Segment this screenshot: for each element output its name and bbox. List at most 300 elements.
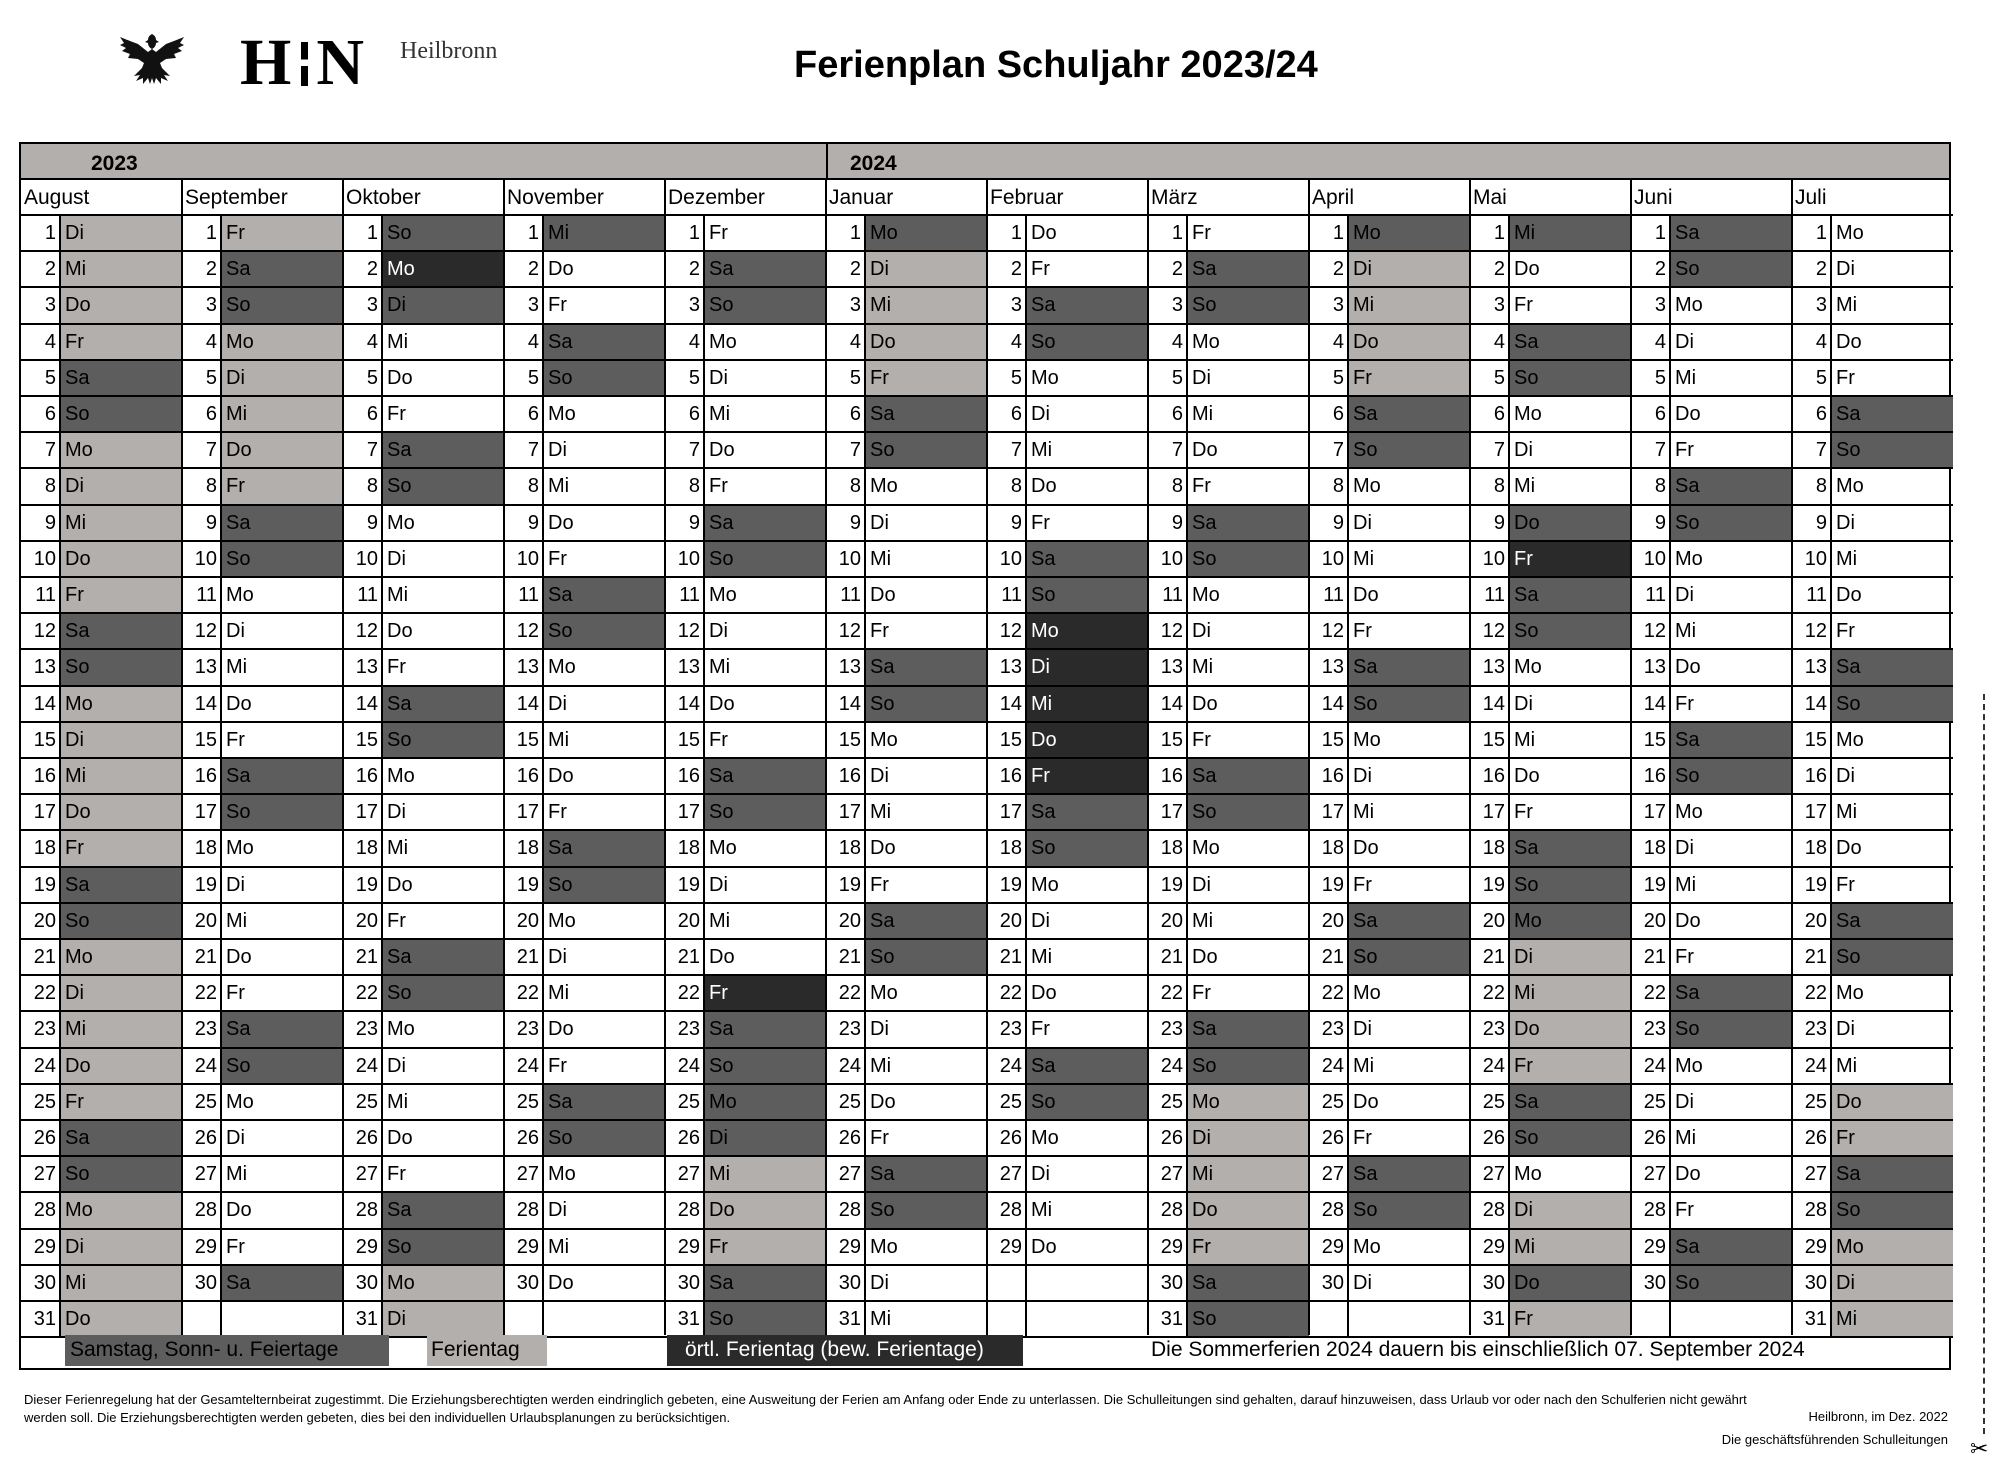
weekday-name: Mi: [709, 656, 731, 679]
weekday-name: Fr: [1353, 1127, 1372, 1149]
weekday-name: Mi: [705, 1157, 826, 1191]
weekday-name: Di: [226, 620, 245, 643]
day-number: 8: [1309, 469, 1349, 503]
day-number: [504, 1302, 544, 1336]
weekday-name: Do: [548, 765, 574, 787]
day-row: [504, 1302, 665, 1338]
day-number: 28: [182, 1193, 222, 1227]
day-number: 24: [21, 1049, 61, 1083]
weekday-name: So: [1671, 1266, 1792, 1300]
day-number: 5: [343, 361, 383, 395]
day-number: 7: [1792, 433, 1832, 467]
day-number: 31: [1792, 1302, 1832, 1336]
day-row: [987, 868, 1148, 904]
day-row: [665, 723, 826, 759]
day-row: [665, 252, 826, 288]
day-row: [1631, 650, 1792, 686]
day-number: 23: [987, 1012, 1027, 1046]
day-number: 21: [987, 940, 1027, 974]
weekday-name: Sa: [1510, 325, 1631, 359]
month-header: Juli: [1792, 180, 1953, 216]
day-number: 1: [1631, 216, 1671, 250]
weekday-name: Mi: [548, 982, 570, 1005]
day-number: 1: [665, 216, 705, 250]
day-row: [1309, 940, 1470, 976]
weekday-name: Do: [866, 325, 987, 359]
weekday-name: Mo: [387, 765, 415, 787]
weekday-name: Mi: [1031, 1199, 1053, 1222]
weekday-name: Mo: [709, 584, 737, 606]
day-number: 26: [987, 1121, 1027, 1155]
weekday-name: Di: [1832, 1266, 1953, 1300]
weekday-name: Mo: [1836, 728, 1864, 751]
day-number: 15: [1470, 723, 1510, 757]
day-row: [1148, 868, 1309, 904]
day-row: [987, 397, 1148, 433]
day-row: [987, 433, 1148, 469]
weekday-name: Mo: [866, 216, 987, 250]
day-number: 10: [1148, 542, 1188, 576]
day-number: 29: [21, 1230, 61, 1264]
day-number: 23: [504, 1012, 544, 1046]
weekday-name: Mi: [61, 506, 182, 540]
weekday-name: Di: [1836, 511, 1855, 534]
day-number: 29: [987, 1230, 1027, 1264]
weekday-name: Do: [548, 1018, 574, 1041]
weekday-name: Mi: [387, 584, 409, 606]
day-number: 23: [1792, 1012, 1832, 1046]
day-number: 13: [182, 650, 222, 684]
day-number: 8: [1631, 469, 1671, 503]
weekday-name: So: [1188, 288, 1309, 322]
weekday-name: So: [1671, 759, 1792, 793]
day-number: 30: [1631, 1266, 1671, 1300]
day-row: [1148, 831, 1309, 867]
day-number: 7: [1631, 433, 1671, 467]
weekday-name: Mi: [548, 475, 570, 498]
day-number: 11: [343, 578, 383, 612]
day-number: 19: [987, 868, 1027, 902]
year-label-2024: 2024: [850, 152, 897, 175]
day-number: 9: [665, 506, 705, 540]
day-number: 14: [1792, 687, 1832, 721]
day-row: [182, 759, 343, 795]
day-number: 27: [826, 1157, 866, 1191]
day-number: 11: [21, 578, 61, 612]
day-row: [665, 506, 826, 542]
weekday-name: Di: [383, 1302, 504, 1336]
day-row: [826, 1085, 987, 1121]
day-number: 30: [1309, 1266, 1349, 1300]
weekday-name: Do: [548, 1271, 574, 1294]
day-number: 3: [987, 288, 1027, 322]
day-number: 12: [182, 614, 222, 648]
day-number: 25: [1631, 1085, 1671, 1119]
day-number: 19: [1148, 868, 1188, 902]
weekday-name: Di: [548, 692, 567, 715]
day-row: [665, 361, 826, 397]
day-number: 22: [182, 976, 222, 1010]
day-number: 30: [343, 1266, 383, 1300]
day-row: [1792, 1049, 1953, 1085]
weekday-name: Fr: [61, 1085, 182, 1119]
day-number: 6: [504, 397, 544, 431]
day-number: 14: [1470, 687, 1510, 721]
day-row: [1148, 1193, 1309, 1229]
logo-city-name: Heilbronn: [400, 38, 498, 64]
day-row: [665, 795, 826, 831]
weekday-name: Di: [387, 547, 406, 570]
weekday-name: Fr: [548, 547, 567, 570]
weekday-name: Sa: [383, 1193, 504, 1227]
day-number: 19: [665, 868, 705, 902]
day-number: 5: [826, 361, 866, 395]
day-number: 4: [21, 325, 61, 359]
day-row: [504, 469, 665, 505]
weekday-name: Mo: [1675, 547, 1703, 570]
day-number: 15: [504, 723, 544, 757]
day-number: 7: [987, 433, 1027, 467]
day-row: [343, 325, 504, 361]
day-row: [1792, 1302, 1953, 1338]
day-row: [1631, 325, 1792, 361]
weekday-name: Do: [548, 511, 574, 534]
day-number: 28: [1631, 1193, 1671, 1227]
day-number: 15: [1792, 723, 1832, 757]
day-row: [987, 723, 1148, 759]
day-number: 21: [343, 940, 383, 974]
day-row: [1792, 614, 1953, 650]
day-row: [826, 469, 987, 505]
weekday-name: [544, 1302, 665, 1336]
day-number: 7: [1309, 433, 1349, 467]
weekday-name: Mo: [1353, 982, 1381, 1005]
day-number: 13: [1148, 650, 1188, 684]
day-number: 24: [665, 1049, 705, 1083]
day-number: 17: [1631, 795, 1671, 829]
day-number: 2: [1470, 252, 1510, 286]
weekday-name: Sa: [1188, 252, 1309, 286]
day-row: [1631, 469, 1792, 505]
day-number: 17: [1309, 795, 1349, 829]
day-row: [182, 723, 343, 759]
weekday-name: Di: [548, 1199, 567, 1222]
day-row: [1792, 1266, 1953, 1302]
weekday-name: Di: [61, 976, 182, 1010]
day-row: [826, 723, 987, 759]
day-number: 9: [182, 506, 222, 540]
weekday-name: Mi: [1832, 1302, 1953, 1336]
legend-ferientag-label: Ferientag: [431, 1338, 520, 1361]
weekday-name: Mi: [61, 1012, 182, 1046]
day-row: [343, 1193, 504, 1229]
day-row: [343, 506, 504, 542]
day-row: [1470, 940, 1631, 976]
weekday-name: So: [1510, 614, 1631, 648]
weekday-name: Sa: [61, 868, 182, 902]
footer-place-date: Heilbronn, im Dez. 2022: [1808, 1409, 1948, 1424]
day-number: 3: [1470, 288, 1510, 322]
weekday-name: So: [1027, 831, 1148, 865]
day-row: [987, 614, 1148, 650]
day-number: 3: [1631, 288, 1671, 322]
column-divider: [986, 180, 988, 1335]
day-number: 20: [665, 904, 705, 938]
year-header-row: [21, 144, 1949, 180]
weekday-name: Sa: [1027, 795, 1148, 829]
weekday-name: Mo: [61, 1193, 182, 1227]
day-number: 2: [182, 252, 222, 286]
weekday-name: Mo: [1675, 1054, 1703, 1077]
day-number: 1: [343, 216, 383, 250]
weekday-name: Do: [61, 288, 182, 322]
day-row: [1309, 1302, 1470, 1338]
day-row: [826, 650, 987, 686]
day-row: [182, 1266, 343, 1302]
weekday-name: Do: [870, 584, 896, 606]
day-number: 2: [1148, 252, 1188, 286]
weekday-name: So: [383, 976, 504, 1010]
weekday-name: Mo: [226, 1090, 254, 1113]
day-number: 19: [1792, 868, 1832, 902]
day-number: 11: [1792, 578, 1832, 612]
weekday-name: Di: [1027, 650, 1148, 684]
day-number: 28: [987, 1193, 1027, 1227]
weekday-name: Do: [61, 795, 182, 829]
day-row: [1792, 578, 1953, 614]
weekday-name: So: [1671, 252, 1792, 286]
weekday-name: So: [1832, 940, 1953, 974]
weekday-name: Do: [387, 1127, 413, 1149]
day-row: [1792, 1193, 1953, 1229]
weekday-name: Sa: [1349, 904, 1470, 938]
weekday-name: Do: [1510, 1266, 1631, 1300]
weekday-name: Di: [1031, 403, 1050, 425]
day-number: 8: [343, 469, 383, 503]
day-number: 3: [504, 288, 544, 322]
weekday-name: Di: [866, 252, 987, 286]
day-row: [1148, 723, 1309, 759]
weekday-name: Fr: [1510, 1302, 1631, 1336]
weekday-name: Di: [1836, 765, 1855, 787]
day-number: 28: [826, 1193, 866, 1227]
day-row: [1148, 1085, 1309, 1121]
weekday-name: Mi: [1514, 475, 1536, 498]
day-row: [1631, 723, 1792, 759]
weekday-name: So: [1349, 1193, 1470, 1227]
weekday-name: So: [1832, 687, 1953, 721]
weekday-name: Sa: [383, 940, 504, 974]
day-number: 26: [1148, 1121, 1188, 1155]
day-number: 8: [182, 469, 222, 503]
day-number: 19: [21, 868, 61, 902]
day-row: [826, 904, 987, 940]
day-row: [665, 578, 826, 614]
column-divider: [1147, 180, 1149, 1335]
weekday-name: So: [866, 1193, 987, 1227]
day-row: [1631, 759, 1792, 795]
day-row: [1792, 940, 1953, 976]
day-row: [1792, 976, 1953, 1012]
weekday-name: Mo: [1349, 216, 1470, 250]
day-number: 17: [826, 795, 866, 829]
day-row: [1631, 831, 1792, 867]
day-number: 17: [1470, 795, 1510, 829]
weekday-name: Mi: [61, 759, 182, 793]
day-number: 29: [343, 1230, 383, 1264]
day-number: 18: [182, 831, 222, 865]
day-row: [1470, 325, 1631, 361]
weekday-name: Di: [226, 873, 245, 896]
day-row: [826, 288, 987, 324]
day-row: [1148, 325, 1309, 361]
day-row: [182, 578, 343, 614]
weekday-name: Sa: [1188, 759, 1309, 793]
day-row: [21, 1302, 182, 1338]
day-number: 16: [1792, 759, 1832, 793]
weekday-name: Sa: [222, 506, 343, 540]
day-row: [1470, 831, 1631, 867]
weekday-name: Mo: [61, 940, 182, 974]
day-row: [504, 506, 665, 542]
day-row: [1631, 1085, 1792, 1121]
weekday-name: Sa: [1832, 397, 1953, 431]
day-number: 28: [504, 1193, 544, 1227]
day-row: [1309, 650, 1470, 686]
day-row: [182, 433, 343, 469]
weekday-name: So: [61, 397, 182, 431]
day-number: 19: [1631, 868, 1671, 902]
day-number: 28: [1148, 1193, 1188, 1227]
day-row: [1631, 795, 1792, 831]
day-row: [1792, 868, 1953, 904]
weekday-name: Fr: [709, 475, 728, 498]
weekday-name: Di: [1349, 252, 1470, 286]
day-row: [504, 1230, 665, 1266]
day-number: 8: [1792, 469, 1832, 503]
weekday-name: Mi: [1349, 288, 1470, 322]
day-row: [1470, 687, 1631, 723]
day-row: [21, 578, 182, 614]
weekday-name: Fr: [705, 976, 826, 1010]
day-number: 10: [1792, 542, 1832, 576]
weekday-name: Fr: [61, 578, 182, 612]
day-row: [21, 252, 182, 288]
day-row: [182, 940, 343, 976]
day-row: [826, 361, 987, 397]
day-number: 30: [665, 1266, 705, 1300]
weekday-name: So: [866, 940, 987, 974]
weekday-name: Di: [1192, 366, 1211, 389]
weekday-name: Sa: [1671, 723, 1792, 757]
weekday-name: Di: [1675, 837, 1694, 860]
weekday-name: Mo: [870, 728, 898, 751]
day-row: [1309, 614, 1470, 650]
weekday-name: Do: [61, 1049, 182, 1083]
weekday-name: Mo: [1514, 656, 1542, 679]
weekday-name: Mo: [870, 982, 898, 1005]
day-row: [987, 216, 1148, 252]
day-number: 8: [665, 469, 705, 503]
day-number: 4: [826, 325, 866, 359]
weekday-name: Di: [61, 1230, 182, 1264]
day-number: 16: [1309, 759, 1349, 793]
weekday-name: Mi: [1836, 1054, 1858, 1077]
day-row: [1148, 469, 1309, 505]
weekday-name: Mo: [870, 475, 898, 498]
day-number: 30: [826, 1266, 866, 1300]
year-divider: [826, 144, 828, 180]
day-row: [1792, 397, 1953, 433]
day-row: [987, 1302, 1148, 1338]
day-number: 10: [1309, 542, 1349, 576]
day-row: [1792, 650, 1953, 686]
weekday-name: Mi: [1192, 656, 1214, 679]
day-number: 7: [21, 433, 61, 467]
weekday-name: Do: [1192, 946, 1218, 968]
day-number: 13: [826, 650, 866, 684]
day-number: 28: [343, 1193, 383, 1227]
weekday-name: Di: [705, 1121, 826, 1155]
weekday-name: Do: [1675, 403, 1701, 425]
column-divider: [181, 180, 183, 1335]
day-number: 12: [504, 614, 544, 648]
day-number: 12: [826, 614, 866, 648]
day-row: [826, 940, 987, 976]
weekday-name: So: [544, 1121, 665, 1155]
day-number: 6: [1148, 397, 1188, 431]
day-number: 5: [1148, 361, 1188, 395]
weekday-name: Fr: [387, 403, 406, 425]
day-row: [1631, 1157, 1792, 1193]
day-number: 22: [826, 976, 866, 1010]
day-number: 25: [1309, 1085, 1349, 1119]
day-number: 16: [987, 759, 1027, 793]
day-number: 24: [1631, 1049, 1671, 1083]
day-number: 15: [1309, 723, 1349, 757]
day-row: [826, 759, 987, 795]
day-number: 22: [343, 976, 383, 1010]
day-number: 27: [1148, 1157, 1188, 1191]
day-row: [987, 976, 1148, 1012]
day-row: [987, 1085, 1148, 1121]
day-row: [987, 361, 1148, 397]
weekday-name: Mi: [709, 909, 731, 932]
day-row: [665, 831, 826, 867]
day-row: [987, 940, 1148, 976]
day-number: 20: [1631, 904, 1671, 938]
weekday-name: Sa: [1188, 1266, 1309, 1300]
day-row: [1309, 397, 1470, 433]
weekday-name: Fr: [1192, 222, 1211, 244]
day-number: [1631, 1302, 1671, 1336]
weekday-name: So: [1671, 1012, 1792, 1046]
day-number: 15: [21, 723, 61, 757]
day-row: [1309, 687, 1470, 723]
weekday-name: Mi: [1675, 366, 1697, 389]
day-number: 28: [1470, 1193, 1510, 1227]
day-row: [826, 976, 987, 1012]
day-number: 24: [987, 1049, 1027, 1083]
day-row: [826, 1157, 987, 1193]
day-row: [1631, 1121, 1792, 1157]
day-number: 20: [826, 904, 866, 938]
day-row: [1631, 542, 1792, 578]
weekday-name: Fr: [870, 1127, 889, 1149]
weekday-name: So: [866, 687, 987, 721]
weekday-name: Mi: [1675, 1127, 1697, 1149]
day-row: [987, 831, 1148, 867]
